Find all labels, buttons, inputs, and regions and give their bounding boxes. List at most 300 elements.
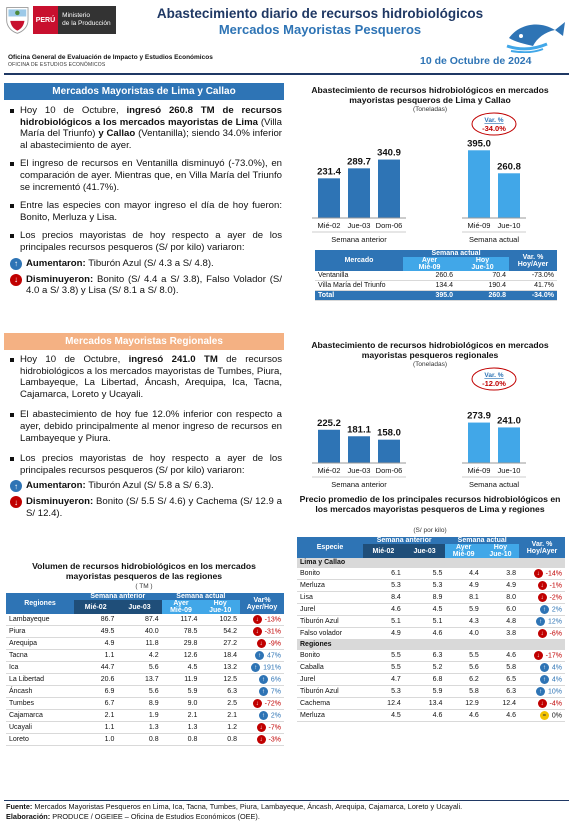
variation-cell [240,674,284,686]
table-row [6,698,284,710]
bullet-2: El ingreso de recursos en Ventanilla disminuyó (-73.0%), en comparación de ayer. Mientras que, en Villa María del Triunfo se incrementó (41.7%). [10,158,282,193]
species-name: Cachema [297,698,363,710]
species-name: Tiburón Azul [297,686,363,698]
table-cell: 4.9 [445,580,481,592]
price-table-unit: (S/ por kilo) [413,527,447,534]
category-label: Dom-06 [375,466,403,475]
table-row [6,722,284,734]
table-cell: 6.1 [363,568,404,580]
variation-value: 7% [270,688,281,696]
table-cell: 1.9 [117,710,161,722]
section-regionales: Mercados Mayoristas Regionales [4,333,284,350]
variation-value: -4% [549,700,562,708]
arrow-down-icon: ↓ [534,569,543,578]
table-cell: 20.6 [74,674,117,686]
variation-value: 2% [270,712,281,720]
table-cell: 13.4 [404,698,446,710]
region-name: Lambayeque [6,614,74,626]
footer-elaboracion: Elaboración: PRODUCE / OGEIEE – Oficina de Estudios Económicos (OEE). [6,811,260,821]
table-row [6,686,284,698]
fish-logo-icon [505,8,567,53]
group-label: Semana anterior [331,480,387,489]
table-cell: 4.8 [482,616,519,628]
arrow-down-icon: ↓ [257,723,266,732]
chart2-title: Abastecimiento de recursos hidrobiológicos en mercados mayoristas pesqueros regionales [311,340,549,360]
table-cell: 2.1 [200,710,240,722]
species-name: Bonito [297,650,363,662]
table-cell: 5.9 [162,686,201,698]
rbullet-2: El abastecimiento de hoy fue 12.0% inferior con respecto a ayer, debido principalmente al menor ingreso de recursos en Lambayeque y Piura. [10,409,282,444]
data-label: 260.8 [497,161,521,173]
price-table-title: Precio promedio de los principales recursos hidrobiológicos en los mercados mayoristas pesqueros de Lima y regiones [299,494,561,514]
table-row [6,662,284,674]
species-name: Caballa [297,662,363,674]
table-cell: 5.9 [445,604,481,616]
table-cell: 3.8 [482,568,519,580]
table-row [297,686,565,698]
table-cell: 4.6 [404,710,446,722]
coat-of-arms-icon [4,4,31,36]
region-name: Loreto [6,734,74,746]
arrow-up-icon: ↑ [540,675,549,684]
category-label: Jue-03 [347,221,371,230]
table-cell: 12.6 [162,650,201,662]
table-cell: 4.3 [445,616,481,628]
data-label: 181.1 [347,424,371,436]
table-cell: 5.6 [117,686,161,698]
table-cell: 4.5 [404,604,446,616]
table-cell: 0.8 [117,734,161,746]
vol-table-unit: ( TM ) [135,583,153,590]
category-label: Jue-10 [497,221,521,230]
table-cell: 13.7 [117,674,161,686]
variation-value: 191% [263,664,281,672]
bar [318,430,340,463]
variation-value: -14% [545,570,562,578]
arrow-down-icon: ↓ [538,699,547,708]
bar [468,423,490,463]
table-cell: 4.9 [363,628,404,640]
chart1-title: Abastecimiento de recursos hidrobiológicos en mercados mayoristas pesqueros de Lima y Callao [311,85,549,105]
table-row [297,674,565,686]
table-cell: 13.2 [200,662,240,674]
footer [6,802,568,821]
callout-label: Var. % [484,117,504,124]
table-cell: 260.6 [403,271,456,281]
variation-value: 4% [551,664,562,672]
reg-disminuyeron: ↓ Disminuyeron: Bonito (S/ 5.5 S/ 4.6) y Cachema (S/ 12.9 a S/ 12.4). [10,496,282,519]
lima-disminuyeron: ↓ Disminuyeron: Bonito (S/ 4.4 a S/ 3.8), Falso Volador (S/ 4.0 a S/ 3.8) y Lisa (S/ 8.1 a S/ 8.0). [10,274,282,297]
table-cell: 29.8 [162,638,201,650]
arrow-down-icon: ↓ [257,639,266,648]
table-cell: 4.7 [363,674,404,686]
arrow-up-icon: ↑ [10,480,22,492]
bar [468,150,490,218]
table-cell: 4.6 [404,628,446,640]
table-row [297,604,565,616]
region-name: Cajamarca [6,710,74,722]
group-row [297,640,565,650]
table-cell: -34.0% [509,291,557,301]
table-row [6,710,284,722]
table-cell: 4.6 [363,604,404,616]
page-subtitle: Mercados Mayoristas Pesqueros [218,22,422,37]
variation-value: -9% [268,640,281,648]
variation-value: 12% [547,618,562,626]
variation-cell [240,626,284,638]
table-cell: 40.0 [117,626,161,638]
table-cell: 78.5 [162,626,201,638]
bullet-4: Los precios mayoristas de hoy respecto a ayer de los principales recursos pesqueros (S/ por kilo) variaron: [10,230,282,253]
species-name: Jurel [297,604,363,616]
table-cell: -73.0% [509,271,557,281]
table-cell: 5.8 [482,662,519,674]
table-cell: 5.6 [117,662,161,674]
arrow-up-icon: ↑ [540,663,549,672]
group-label: Semana actual [468,235,520,244]
variation-cell [519,698,565,710]
header-logo [4,3,116,37]
bar [348,436,370,463]
table-cell: 102.5 [200,614,240,626]
table-cell: 12.4 [482,698,519,710]
category-label: Jue-10 [497,466,521,475]
table-cell: 87.4 [117,614,161,626]
table-cell: 0.8 [162,734,201,746]
table-cell: 12.4 [363,698,404,710]
category-label: Jue-03 [347,466,371,475]
table-row [6,734,284,746]
footer-fuente: Fuente: Mercados Mayoristas Pesqueros en Lima, Ica, Tacna, Tumbes, Piura, Lambayeque, Áncash, Arequipa, Cajamarca, Loreto y Ucayali. [6,802,463,811]
arrow-up-icon: ↑ [540,605,549,614]
arrow-up-icon: ↑ [259,675,268,684]
bullet-1: Hoy 10 de Octubre, ingresó 260.8 TM de recursos hidrobiológicos a los mercados mayoristas de Lima (Villa María del Triunfo) y Callao (Ventanilla); siendo 34.0% inferior al abastecimiento de ayer. [10,105,282,151]
table-row [6,626,284,638]
arrow-up-icon: ↑ [251,663,260,672]
region-name: Ica [6,662,74,674]
variation-value: -2% [549,594,562,602]
arrow-down-icon: ↓ [10,496,22,508]
variation-cell [519,616,565,628]
table-cell: 8.9 [117,698,161,710]
table-cell: 5.3 [404,580,446,592]
table-cell: 4.2 [117,650,161,662]
variation-value: -17% [545,652,562,660]
table-row [297,616,565,628]
variation-cell [519,604,565,616]
category-label: Mié-02 [317,221,341,230]
variation-cell [240,650,284,662]
equal-icon: = [540,711,549,720]
bar [498,173,520,218]
ministerio-badge: Ministerio de la Producción [58,6,116,34]
reg-aumentaron: ↑ Aumentaron: Tiburón Azul (S/ 5.8 a S/ 6.3). [10,480,282,492]
bar [318,178,340,218]
table-cell: 6.5 [482,674,519,686]
arrow-down-icon: ↓ [10,274,22,286]
arrow-down-icon: ↓ [538,581,547,590]
table-row [315,281,557,291]
lima-market-table: Mercado Semana actual Var. % Hoy/Ayer Ayer Hoy Mié-09 Jue-10 Ventanilla 260.6 70.4 -73.0% Villa María del Triunfo 134.4 190.4 41.7% Total 395.0 260.8 -34.0% [315,250,557,301]
region-name: La Libertad [6,674,74,686]
table-cell: 4.9 [482,580,519,592]
region-name: Tacna [6,650,74,662]
table-cell: 8.0 [482,592,519,604]
variation-cell [519,710,565,722]
variation-cell [519,592,565,604]
arrow-down-icon: ↓ [253,699,262,708]
header-divider [4,73,569,75]
group-label: Regiones [297,640,565,650]
table-cell: 27.2 [200,638,240,650]
species-name: Jurel [297,674,363,686]
species-name: Merluza [297,580,363,592]
table-cell: 6.9 [74,686,117,698]
total-label: Total [315,291,403,301]
table-cell: 8.1 [445,592,481,604]
arrow-down-icon: ↓ [253,627,262,636]
table-cell: 6.7 [74,698,117,710]
table-cell: 6.8 [404,674,446,686]
table-row [297,662,565,674]
price-table: Especie Semana anterior Semana actual Var. % Hoy/Ayer Mié-02 Jue-03 Ayer Hoy Mié-09 Jue-10 Lima y Callao Bonito 6.1 5.5 4.4 3.8 ↓ -14% Merluza 5.3 5.3 4.9 4.9 ↓ -1% Lisa 8.4 8.9 8.1 8.0 ↓ -2% Jurel 4.6 4.5 5.9 6.0 ↑ 2% Tiburón Azul 5.1 5.1 4.3 4.8 ↑ 12% Falso volador 4.9 4.6 4.0 3.8 ↓ -6% Regiones Bonito 5.5 6.3 5.5 4.6 ↓ -17% Caballa 5.5 5.2 5.6 5.8 ↑ 4% Jurel 4.7 6.8 6.2 6.5 ↑ 4% Tiburón Azul 5.3 5.9 5.8 6.3 ↑ 10% Cachema 12.4 13.4 12.9 12.4 ↓ -4% Merluza 4.5 4.6 4.6 4.6 = 0% [297,537,565,722]
market-name: Ventanilla [315,271,403,281]
table-cell: 5.2 [404,662,446,674]
group-row [297,558,565,568]
table-cell: 1.3 [117,722,161,734]
table-cell: 4.5 [162,662,201,674]
table-cell: 1.1 [74,722,117,734]
variation-cell [240,710,284,722]
callout-value: -34.0% [482,124,506,133]
region-name: Tumbes [6,698,74,710]
group-label: Semana anterior [331,235,387,244]
table-cell: 1.2 [200,722,240,734]
table-cell: 8.9 [404,592,446,604]
variation-value: 6% [270,676,281,684]
table-cell: 4.4 [445,568,481,580]
table-cell: 12.9 [445,698,481,710]
species-name: Bonito [297,568,363,580]
region-name: Arequipa [6,638,74,650]
table-cell: 4.5 [363,710,404,722]
report-date: 10 de Octubre de 2024 [420,55,532,67]
variation-value: -31% [264,628,281,636]
arrow-up-icon: ↑ [259,687,268,696]
table-row [297,698,565,710]
oficina-name: Oficina General de Evaluación de Impacto y Estudios Económicos [8,54,213,61]
table-row [297,628,565,640]
species-name: Falso volador [297,628,363,640]
page-title: Abastecimiento diario de recursos hidrobiológicos [156,6,484,21]
table-cell: 6.3 [200,686,240,698]
data-label: 289.7 [347,156,371,168]
bar [378,160,400,218]
variation-value: -3% [268,736,281,744]
variation-cell [519,674,565,686]
arrow-up-icon: ↑ [255,651,264,660]
lima-aumentaron: ↑ Aumentaron: Tiburón Azul (S/ 4.3 a S/ 4.8). [10,258,282,270]
table-row [297,592,565,604]
variation-value: -13% [264,616,281,624]
variation-value: 2% [551,606,562,614]
table-row [6,638,284,650]
vol-table-body [6,614,284,746]
arrow-up-icon: ↑ [536,617,545,626]
table-row [297,580,565,592]
arrow-down-icon: ↓ [538,593,547,602]
variation-value: 10% [547,688,562,696]
data-label: 395.0 [467,138,491,150]
callout-label: Var. % [484,372,504,379]
table-cell: 260.8 [456,291,509,301]
variation-cell [240,638,284,650]
species-name: Tiburón Azul [297,616,363,628]
variation-value: -7% [268,724,281,732]
variation-value: -72% [264,700,281,708]
table-cell: 3.8 [482,628,519,640]
table-cell: 18.4 [200,650,240,662]
section-lima-callao: Mercados Mayoristas de Lima y Callao [4,83,284,100]
chart-lima-callao [300,112,568,248]
table-row [297,650,565,662]
vol-table: Regiones Semana anterior Semana actual Var% Ayer/Hoy Mié-02 Jue-03 Ayer Hoy Mié-09 Jue-10 Lambayeque 86.7 87.4 117.4 102.5 ↓ -13% Piura 49.5 40.0 78.5 54.2 ↓ -31% Arequipa 4.9 11.8 29.8 27.2 ↓ -9% Tacna 1.1 4.2 12.6 18.4 ↑ 47% Ica 44.7 5.6 4.5 13.2 ↑ 191% La Libertad 20.6 13.7 11.9 12.5 ↑ 6% Áncash 6.9 5.6 5.9 6.3 ↑ 7% Tumbes 6.7 8.9 9.0 2.5 ↓ -72% Cajamarca 2.1 1.9 2.1 2.1 ↑ 2% Ucayali 1.1 1.3 1.3 1.2 ↓ -7% Loreto 1.0 0.8 0.8 0.8 ↓ -3% [6,593,284,746]
table-cell: 1.1 [74,650,117,662]
table-cell: 6.2 [445,674,481,686]
variation-cell [519,628,565,640]
vol-table-title: Volumen de recursos hidrobiológicos en los mercados mayoristas pesqueros de las regiones [32,561,256,581]
chart1-subtitle: (Toneladas) [413,106,447,113]
variation-cell [240,686,284,698]
variation-cell [519,580,565,592]
market-name: Villa María del Triunfo [315,281,403,291]
regional-bullets [10,354,282,520]
table-cell: 1.0 [74,734,117,746]
table-cell: 1.3 [162,722,201,734]
table-cell: 70.4 [456,271,509,281]
species-name: Merluza [297,710,363,722]
lima-bullets [10,105,282,297]
rbullet-1: Hoy 10 de Octubre, ingresó 241.0 TM de recursos hidrobiológicos a los mercados mayoristas de Tumbes, Piura, Lambayeque, La Libertad, Áncash, Arequipa, Ica, Tacna, Cajamarca, Loreto y Ucayali. [10,354,282,400]
arrow-down-icon: ↓ [534,651,543,660]
bullet-3: Entre las especies con mayor ingreso el día de hoy fueron: Bonito, Merluza y Lisa. [10,200,282,223]
lima-table-body [315,271,557,301]
group-label: Lima y Callao [297,558,565,568]
arrow-up-icon: ↑ [259,711,268,720]
table-cell: 5.6 [445,662,481,674]
variation-value: -6% [549,630,562,638]
data-label: 231.4 [317,166,341,178]
table-cell: 11.8 [117,638,161,650]
table-cell: 86.7 [74,614,117,626]
table-cell: 5.3 [363,580,404,592]
group-label: Semana actual [468,480,520,489]
bar [498,427,520,463]
arrow-up-icon: ↑ [10,258,22,270]
table-cell: 117.4 [162,614,201,626]
variation-value: 0% [551,712,562,720]
variation-value: -1% [549,582,562,590]
table-cell: 4.6 [482,650,519,662]
table-row [6,674,284,686]
variation-cell [240,662,284,674]
table-cell: 5.5 [404,568,446,580]
table-cell: 54.2 [200,626,240,638]
table-cell: 12.5 [200,674,240,686]
table-cell: 2.1 [162,710,201,722]
table-cell: 4.6 [445,710,481,722]
table-cell: 5.5 [445,650,481,662]
oficina-sub: OFICINA DE ESTUDIOS ECONÓMICOS [8,62,106,68]
table-cell: 4.6 [482,710,519,722]
variation-cell [240,722,284,734]
table-row [315,271,557,281]
region-name: Áncash [6,686,74,698]
table-cell: 395.0 [403,291,456,301]
region-name: Ucayali [6,722,74,734]
table-cell: 4.9 [74,638,117,650]
region-name: Piura [6,626,74,638]
table-cell: 134.4 [403,281,456,291]
category-label: Mié-09 [467,221,491,230]
table-cell: 6.3 [404,650,446,662]
variation-cell [240,698,284,710]
table-cell: 11.9 [162,674,201,686]
variation-value: 47% [266,652,281,660]
table-cell: 2.1 [74,710,117,722]
arrow-down-icon: ↓ [257,735,266,744]
arrow-up-icon: ↑ [536,687,545,696]
footer-divider [4,800,569,801]
table-cell: 4.0 [445,628,481,640]
table-cell: 41.7% [509,281,557,291]
rbullet-3: Los precios mayoristas de hoy respecto a ayer de los principales recursos pesqueros (S/ por kilo) variaron: [10,453,282,476]
variation-cell [240,734,284,746]
table-cell: 9.0 [162,698,201,710]
chart2-subtitle: (Toneladas) [413,361,447,368]
table-cell: 44.7 [74,662,117,674]
data-label: 225.2 [317,417,341,429]
table-cell: 49.5 [74,626,117,638]
total-row [315,291,557,301]
category-label: Mié-09 [467,466,491,475]
bar [378,440,400,463]
table-cell: 190.4 [456,281,509,291]
table-cell: 5.1 [404,616,446,628]
arrow-down-icon: ↓ [253,615,262,624]
table-cell: 8.4 [363,592,404,604]
table-cell: 5.5 [363,662,404,674]
table-row [297,710,565,722]
variation-cell [240,614,284,626]
table-cell: 5.5 [363,650,404,662]
variation-cell [519,686,565,698]
data-label: 158.0 [377,427,401,439]
data-label: 241.0 [497,415,521,427]
table-cell: 2.5 [200,698,240,710]
table-cell: 5.1 [363,616,404,628]
table-cell: 0.8 [200,734,240,746]
table-row [6,650,284,662]
table-cell: 6.3 [482,686,519,698]
table-cell: 5.3 [363,686,404,698]
table-cell: 6.0 [482,604,519,616]
peru-badge: PERÚ [33,6,58,34]
table-row [6,614,284,626]
variation-value: 4% [551,676,562,684]
table-row [297,568,565,580]
variation-cell [519,568,565,580]
